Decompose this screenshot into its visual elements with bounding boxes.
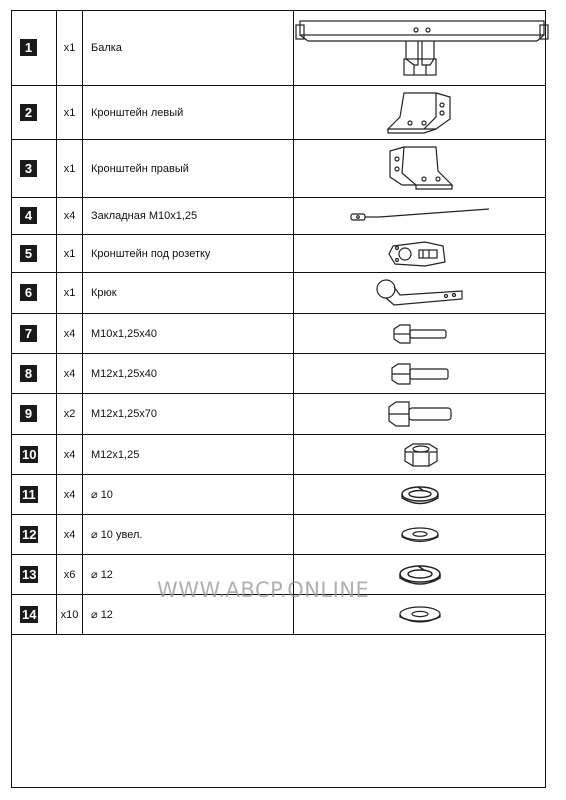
item-name: Балка: [83, 11, 294, 86]
socket-bracket-icon: [385, 238, 455, 270]
item-quantity: x4: [57, 475, 83, 515]
item-name: 10 увел.: [100, 529, 143, 541]
right-bracket-icon: [380, 143, 460, 195]
tow-bar-beam-icon: [294, 15, 550, 81]
table-row: [12, 314, 546, 354]
item-number-badge: 1: [20, 39, 37, 56]
table-row: [12, 140, 546, 198]
diameter-symbol: ⌀: [91, 489, 98, 501]
item-name: М10х1,25х40: [83, 314, 294, 354]
table-row: [12, 394, 546, 435]
spring-washer-icon: [396, 562, 444, 588]
item-number-badge: 10: [22, 446, 37, 462]
table-row: [12, 198, 546, 235]
item-number-badge: 6: [20, 284, 37, 301]
item-quantity: x6: [57, 555, 83, 595]
table-row: [12, 595, 546, 635]
item-name: 12: [100, 609, 113, 621]
item-quantity: x2: [57, 394, 83, 435]
item-number-badge: 9: [20, 405, 37, 422]
table-row: [12, 515, 546, 555]
item-name: Кронштейн левый: [83, 86, 294, 140]
diameter-symbol: ⌀: [91, 609, 98, 621]
bolt-icon: [388, 362, 452, 386]
bolt-icon: [390, 323, 450, 345]
table-row: [12, 354, 546, 394]
watermark-text: WWW.ABCP.ONLINE: [157, 578, 370, 602]
item-number-badge: 14: [22, 606, 37, 622]
spring-washer-icon: [398, 483, 442, 507]
table-row: [12, 555, 546, 595]
item-quantity: x4: [57, 354, 83, 394]
bolt-long-icon: [385, 400, 455, 428]
flat-washer-icon: [396, 603, 444, 627]
item-number-badge: 2: [20, 104, 37, 121]
table-row: [12, 273, 546, 314]
item-number-badge: 13: [22, 566, 37, 582]
item-name: Крюк: [83, 273, 294, 314]
table-row: [12, 475, 546, 515]
item-number-badge: 8: [20, 365, 37, 382]
tow-hook-icon: [372, 275, 468, 311]
item-quantity: x4: [57, 515, 83, 555]
item-name: 10: [100, 489, 113, 501]
item-quantity: x4: [57, 198, 83, 235]
item-number-badge: 5: [20, 245, 37, 262]
item-quantity: x1: [57, 273, 83, 314]
item-name: Кронштейн под розетку: [83, 235, 294, 273]
item-number-badge: 4: [20, 207, 37, 224]
item-quantity: x1: [57, 235, 83, 273]
item-quantity: x1: [57, 11, 83, 86]
embedded-wire-icon: [345, 206, 495, 226]
table-row: [12, 435, 546, 475]
item-number-badge: 3: [20, 160, 37, 177]
item-quantity: x1: [57, 140, 83, 198]
item-quantity: x4: [57, 435, 83, 475]
flat-washer-icon: [398, 524, 442, 546]
diameter-symbol: ⌀: [91, 529, 98, 541]
item-name: М12х1,25: [83, 435, 294, 475]
item-number-badge: 11: [22, 486, 36, 502]
item-name: Кронштейн правый: [83, 140, 294, 198]
table-row: [12, 235, 546, 273]
left-bracket-icon: [380, 89, 460, 137]
item-name: 12: [100, 569, 113, 581]
item-number-badge: 7: [20, 325, 37, 342]
diameter-symbol: ⌀: [91, 569, 98, 581]
parts-table: [11, 10, 546, 635]
item-number-badge: 12: [22, 526, 37, 542]
nut-icon: [399, 441, 441, 469]
item-name: М12х1,25х40: [83, 354, 294, 394]
item-quantity: x1: [57, 86, 83, 140]
table-row: [12, 11, 546, 86]
item-quantity: x10: [57, 595, 83, 635]
item-name: Закладная М10х1,25: [83, 198, 294, 235]
table-row: [12, 86, 546, 140]
item-name: М12х1,25х70: [83, 394, 294, 435]
item-quantity: x4: [57, 314, 83, 354]
